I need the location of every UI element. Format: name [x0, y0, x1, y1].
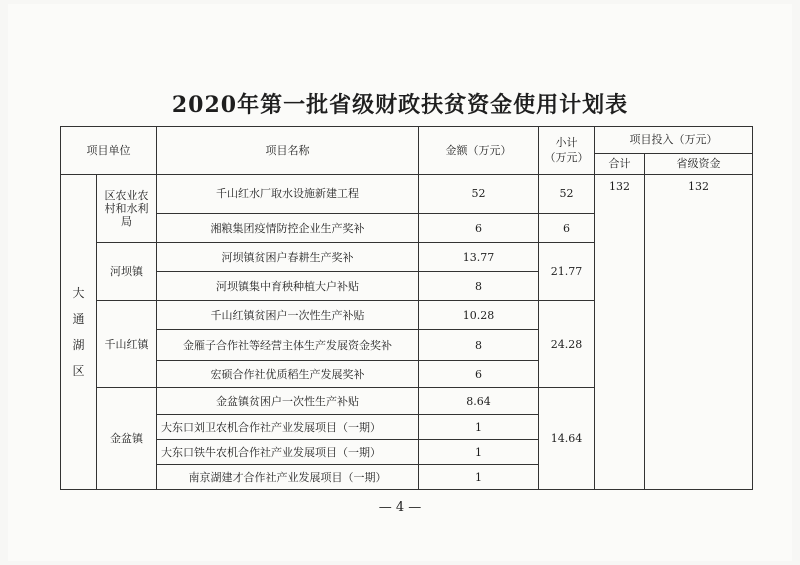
project-name: 南京湖建才合作社产业发展项目（一期）: [157, 465, 419, 490]
subtotal: 21.77: [539, 243, 595, 301]
unit-cell: 千山红镇: [97, 301, 157, 388]
project-name: 河坝镇贫困户春耕生产奖补: [157, 243, 419, 272]
subtotal: 24.28: [539, 301, 595, 388]
amount: 1: [419, 415, 539, 440]
header-project-name: 项目名称: [157, 127, 419, 175]
fund-plan-table: [60, 126, 753, 490]
header-investment: 项目投入（万元）: [595, 127, 753, 154]
amount: 8.64: [419, 388, 539, 415]
project-name: 金盆镇贫困户一次性生产补贴: [157, 388, 419, 415]
subtotal: 6: [539, 214, 595, 243]
amount: 6: [419, 361, 539, 388]
header-subtotal: 小计 （万元）: [539, 127, 595, 175]
header-amount: 金额（万元）: [419, 127, 539, 175]
page-number: — 4 —: [378, 500, 422, 515]
document-title: 2020年第一批省级财政扶贫资金使用计划表: [171, 92, 629, 118]
region-cell: [61, 174, 97, 489]
investment-total: 132: [595, 174, 645, 489]
subtotal: 14.64: [539, 388, 595, 490]
amount: 1: [419, 465, 539, 490]
amount: 13.77: [419, 243, 539, 272]
amount: 1: [419, 440, 539, 465]
project-name: 大东口刘卫农机合作社产业发展项目（一期）: [157, 415, 419, 440]
unit-cell: 区农业农 村和水利 局: [97, 174, 157, 242]
unit-cell: 河坝镇: [97, 243, 157, 301]
project-name: 宏硕合作社优质稻生产发展奖补: [157, 361, 419, 388]
amount: 10.28: [419, 301, 539, 330]
project-name: 千山红镇贫困户一次性生产补贴: [157, 301, 419, 330]
region-label: 大 通 湖 区: [72, 285, 85, 378]
unit-cell: 金盆镇: [97, 388, 157, 490]
header-provincial: 省级资金: [645, 153, 753, 174]
project-name: 湘粮集团疫情防控企业生产奖补: [157, 214, 419, 243]
subtotal: 52: [539, 174, 595, 213]
project-name: 金雁子合作社等经营主体生产发展资金奖补: [157, 330, 419, 361]
amount: 52: [419, 174, 539, 213]
amount: 8: [419, 330, 539, 361]
project-name: 大东口铁牛农机合作社产业发展项目（一期）: [157, 440, 419, 465]
amount: 6: [419, 214, 539, 243]
investment-provincial: 132: [645, 174, 753, 489]
header-unit: 项目单位: [61, 127, 157, 175]
project-name: 千山红水厂取水设施新建工程: [157, 174, 419, 213]
header-total: 合计: [595, 153, 645, 174]
project-name: 河坝镇集中育秧种植大户补贴: [157, 272, 419, 301]
amount: 8: [419, 272, 539, 301]
